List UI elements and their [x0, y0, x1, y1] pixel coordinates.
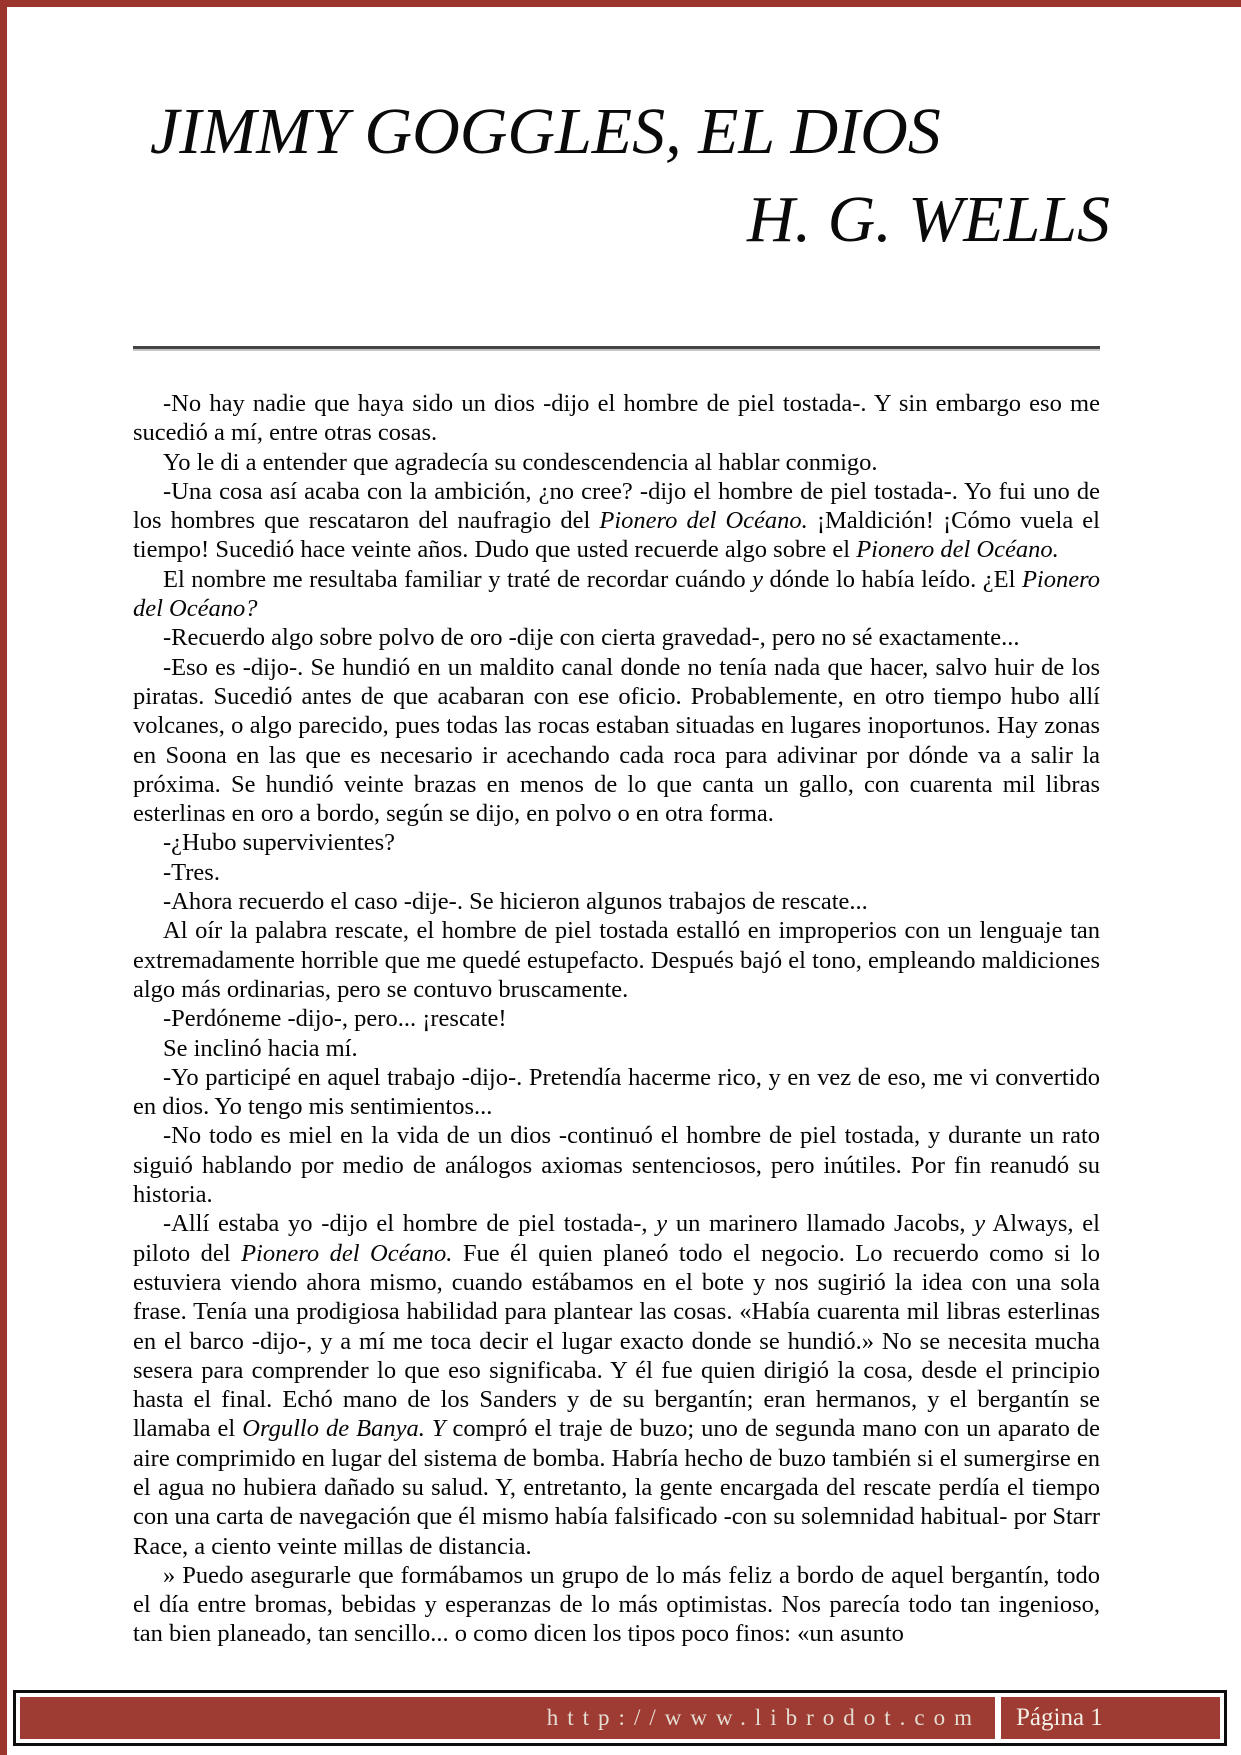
italic-run: Pionero del Océano.: [599, 507, 808, 535]
text-run: El nombre me resultaba familiar y traté de recordar cuándo: [163, 565, 753, 593]
text-run: -Una cosa así acaba con la ambición, ¿no cree? -dijo el hombre de piel tostada-. Yo fui uno de los hombres que rescataron del naufragio del: [133, 477, 1100, 535]
text-run: Se inclinó hacia mí.: [163, 1034, 358, 1062]
italic-run: Orgullo de Banya. Y: [242, 1415, 446, 1443]
italic-run: Pionero del Océano.: [856, 536, 1059, 564]
paragraph: [133, 565, 1100, 624]
paragraph: [133, 828, 1100, 857]
text-run: -Tres.: [163, 858, 220, 886]
paragraph: [133, 653, 1100, 829]
paragraph: [133, 1561, 1100, 1649]
paragraph: [133, 389, 1100, 448]
text-run: -Yo participé en aquel trabajo -dijo-. Pretendía hacerme rico, y en vez de eso, me vi convertido en dios. Yo tengo mis sentimientos...: [133, 1063, 1100, 1121]
paragraph: [133, 1004, 1100, 1033]
paragraph: [133, 916, 1100, 1004]
paragraph: [133, 623, 1100, 652]
text-body: [133, 389, 1100, 1649]
italic-run: Pionero del Océano.: [241, 1239, 453, 1267]
text-run: -Ahora recuerdo el caso -dije-. Se hicieron algunos trabajos de rescate...: [163, 888, 868, 916]
italic-run: y: [974, 1210, 986, 1238]
text-run: Yo le di a entender que agradecía su condescendencia al hablar conmigo.: [163, 448, 878, 476]
text-run: -Eso es -dijo-. Se hundió en un maldito canal donde no tenía nada que hacer, salvo huir de los piratas. Sucedió antes de que acabaran con ese oficio. Probablemente, en otro tiempo hubo allí volcanes, o algo parecido, pues todas las rocas estaban situadas en lugares inoportunos. Hay zonas en Soona en las que es necesario ir acechando cada roca para adivinar por dónde va a salir la próxima. Se hundió veinte brazas en menos de lo que canta un gallo, con cuarenta mil libras esterlinas en oro a bordo, según se dijo, en polvo o en otra forma.: [133, 653, 1100, 828]
paragraph: [133, 477, 1100, 565]
left-edge-rule: [0, 0, 7, 1755]
text-run: -No hay nadie que haya sido un dios -dijo el hombre de piel tostada-. Y sin embargo eso me sucedió a mí, entre otras cosas.: [133, 390, 1100, 447]
text-run: Always, el piloto del: [133, 1210, 1100, 1267]
author-name: H. G. WELLS: [746, 183, 1110, 256]
text-run: dónde lo había leído. ¿El: [763, 565, 1022, 593]
text-run: Al oír la palabra rescate, el hombre de piel tostada estalló en improperios con un lenguaje tan extremadamente horrible que me quedé estupefacto. Después bajó el tono, empleando maldiciones algo más ordinarias, pero se contuvo bruscamente.: [133, 917, 1100, 1003]
footer-url: http://www.librodot.com: [20, 1697, 995, 1739]
paragraph: [133, 887, 1100, 916]
text-run: -Perdóneme -dijo-, pero... ¡rescate!: [163, 1005, 507, 1033]
paragraph: [133, 1034, 1100, 1063]
text-run: -No todo es miel en la vida de un dios -continuó el hombre de piel tostada, y durante un rato siguió hablando por medio de análogos axiomas sentenciosos, pero inútiles. Por fin reanudó su historia.: [133, 1122, 1100, 1209]
text-run: -Allí estaba yo -dijo el hombre de piel tostada-,: [163, 1210, 657, 1238]
italic-run: Pionero del Océano?: [133, 565, 1100, 623]
paragraph: [133, 1121, 1100, 1209]
text-run: compró el traje de buzo; uno de segunda mano con un aparato de aire comprimido en lugar del sistema de bomba. Habría hecho de buzo también si el sumergirse en el agua no hubiera dañado su salud. Y, entretanto, la gente encargada del rescate perdía el tiempo con una carta de navegación que él mismo había falsificado -con su solemnidad habitual- por Starr Race, a ciento veinte millas de distancia.: [133, 1415, 1100, 1560]
title-block: [150, 88, 1110, 264]
paragraph: [133, 448, 1100, 477]
text-run: » Puedo asegurarle que formábamos un grupo de lo más feliz a bordo de aquel bergantín, todo el día entre bromas, bebidas y esperanzas de lo más optimistas. Nos parecía todo tan ingenioso, tan bien planeado, tan sencillo... o como dicen los tipos poco finos: «un asunto: [133, 1561, 1100, 1648]
italic-run: y: [752, 565, 763, 593]
text-run: Fue él quien planeó todo el negocio. Lo recuerdo como si lo estuviera viendo ahora mismo, cuando estábamos en el bote y nos sugirió la idea con una sola frase. Tenía una prodigiosa habilidad para plantear las cosas. «Había cuarenta mil libras esterlinas en el barco -dijo-, y a mí me toca decir el lugar exacto donde se hundió.» No se necesita mucha sesera para comprender lo que eso significaba. Y él fue quien dirigió la cosa, desde el principio hasta el final. Echó mano de los Sanders y de su bergantín; eran hermanos, y el bergantín se llamaba el: [133, 1239, 1100, 1443]
top-edge-rule: [0, 0, 1241, 7]
horizontal-divider-rule: [133, 346, 1100, 351]
footer-page-number: Página 1: [1001, 1697, 1220, 1739]
text-run: un marinero llamado Jacobs,: [667, 1210, 975, 1238]
footer-bar: [13, 1690, 1227, 1746]
page-title: JIMMY GOGGLES, EL DIOS: [150, 95, 941, 168]
italic-run: y: [656, 1210, 668, 1238]
paragraph: [133, 858, 1100, 887]
paragraph: [133, 1209, 1100, 1561]
text-run: ¡Maldición! ¡Cómo vuela el tiempo! Sucedió hace veinte años. Dudo que usted recuerde algo sobre el: [133, 507, 1100, 564]
text-run: -¿Hubo supervivientes?: [163, 829, 395, 857]
paragraph: [133, 1063, 1100, 1122]
text-run: -Recuerdo algo sobre polvo de oro -dije con cierta gravedad-, pero no sé exactamente...: [163, 624, 1020, 652]
